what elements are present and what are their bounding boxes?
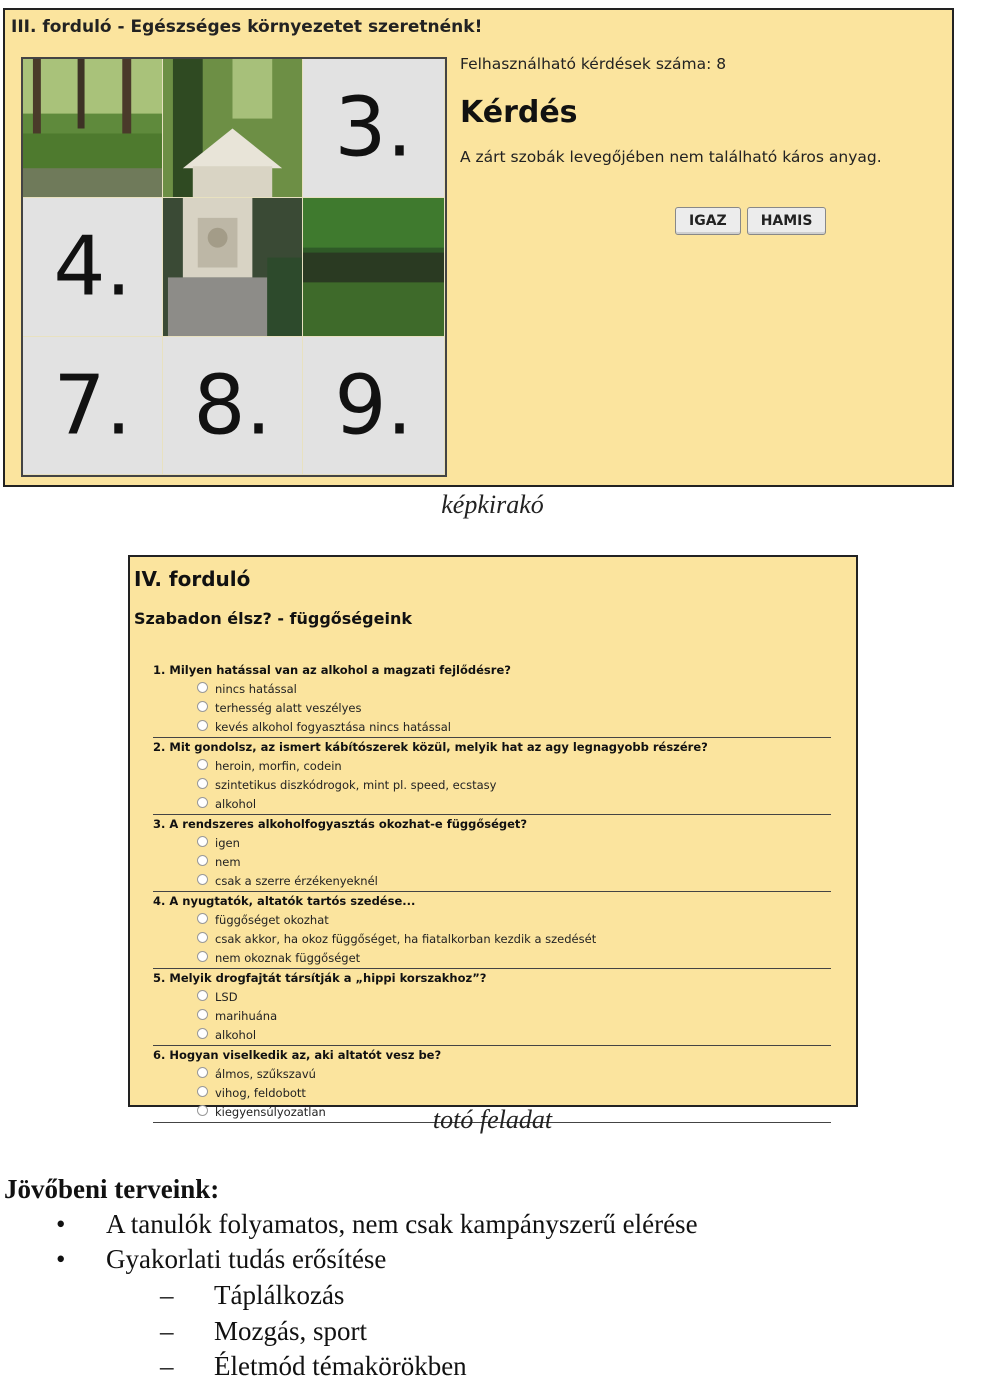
quiz-option[interactable] <box>153 1084 831 1103</box>
puzzle-tile-3[interactable] <box>303 59 445 198</box>
quiz-option-label: függőséget okozhat <box>215 913 329 927</box>
quiz-option[interactable] <box>153 718 831 737</box>
quiz-option[interactable] <box>153 988 831 1007</box>
quiz-option-label: nem okoznak függőséget <box>215 951 361 965</box>
quiz-option[interactable] <box>153 680 831 699</box>
plan-subitem <box>160 1351 467 1382</box>
quiz-question-title: 3. A rendszeres alkoholfogyasztás okozhat-e függőséget? <box>153 817 528 831</box>
round4-panel <box>128 555 858 1119</box>
quiz-option[interactable] <box>153 853 831 872</box>
quiz-option[interactable] <box>153 795 831 814</box>
puzzle-tile-7[interactable] <box>23 337 163 475</box>
quiz-option-label: vihog, feldobott <box>215 1086 306 1100</box>
radio-button[interactable] <box>197 990 208 1001</box>
quiz-question-title: 6. Hogyan viselkedik az, aki altatót vesz be? <box>153 1048 442 1062</box>
plan-subitem-text: Táplálkozás <box>214 1280 345 1310</box>
quiz-question <box>153 815 831 892</box>
quiz-option-label: kiegyensúlyozatlan <box>215 1105 326 1119</box>
plan-bullet <box>56 1209 698 1240</box>
plan-bullet-text: A tanulók folyamatos, nem csak kampányszerű elérése <box>106 1209 698 1239</box>
radio-button[interactable] <box>197 1067 208 1078</box>
radio-button[interactable] <box>197 836 208 847</box>
plan-subitem <box>160 1280 344 1311</box>
tile-number: 3. <box>334 80 413 176</box>
quiz-option-label: csak a szerre érzékenyeknél <box>215 874 378 888</box>
radio-button[interactable] <box>197 1009 208 1020</box>
quiz-option-label: nem <box>215 855 241 869</box>
plan-subitem-text: Életmód témakörökben <box>214 1351 467 1381</box>
quiz-question-title: 4. A nyugtatók, altatók tartós szedése... <box>153 894 416 908</box>
quiz-option[interactable] <box>153 757 831 776</box>
quiz-question-title: 1. Milyen hatással van az alkohol a magzati fejlődésre? <box>153 663 511 677</box>
dash-mark: – <box>160 1316 174 1346</box>
plan-bullet-text: Gyakorlati tudás erősítése <box>106 1244 387 1274</box>
question-heading: Kérdés <box>460 95 578 130</box>
quiz-list <box>153 661 831 1123</box>
radio-button[interactable] <box>197 797 208 808</box>
answer-buttons <box>675 207 832 235</box>
puzzle-tile-9[interactable] <box>303 337 445 475</box>
quiz-question <box>153 969 831 1046</box>
quiz-option[interactable] <box>153 1026 831 1045</box>
puzzle-tile-4[interactable] <box>23 198 163 337</box>
quiz-option-label: igen <box>215 836 240 850</box>
question-text: A zárt szobák levegőjében nem található káros anyag. <box>460 148 882 166</box>
quiz-option-label: álmos, szűkszavú <box>215 1067 316 1081</box>
quiz-option[interactable] <box>153 834 831 853</box>
puzzle-tile-8[interactable] <box>163 337 303 475</box>
quiz-option[interactable] <box>153 699 831 718</box>
quiz-option-label: csak akkor, ha okoz függőséget, ha fiatalkorban kezdik a szedését <box>215 932 597 946</box>
plan-subitem <box>160 1316 367 1347</box>
quiz-question-title: 5. Melyik drogfajtát társítják a „hippi korszakhoz”? <box>153 971 487 985</box>
radio-button[interactable] <box>197 1086 208 1097</box>
puzzle-tile-6[interactable] <box>303 198 445 337</box>
quiz-question-title: 2. Mit gondolsz, az ismert kábítószerek közül, melyik hat az agy legnagyobb részére? <box>153 740 708 754</box>
radio-button[interactable] <box>197 913 208 924</box>
puzzle-tile-1[interactable] <box>23 59 163 198</box>
question-count: Felhasználható kérdések száma: 8 <box>460 55 727 73</box>
quiz-option-label: szintetikus diszkódrogok, mint pl. speed, ecstasy <box>215 778 497 792</box>
quiz-question <box>153 661 831 738</box>
quiz-option-label: nincs hatással <box>215 682 297 696</box>
question-panel <box>460 55 940 229</box>
round3-panel <box>3 8 954 487</box>
bullet-mark: • <box>56 1209 66 1239</box>
quiz-option-label: terhesség alatt veszélyes <box>215 701 362 715</box>
round4-subtitle: Szabadon élsz? - függőségeink <box>134 609 412 628</box>
tile-number: 7. <box>53 358 132 453</box>
round3-title: III. forduló - Egészséges környezetet szeretnénk! <box>11 17 483 37</box>
quiz-option[interactable] <box>153 930 831 949</box>
quiz-option[interactable] <box>153 1065 831 1084</box>
radio-button[interactable] <box>197 682 208 693</box>
quiz-option[interactable] <box>153 911 831 930</box>
bullet-mark: • <box>56 1244 66 1274</box>
radio-button[interactable] <box>197 1028 208 1039</box>
puzzle-tile-5[interactable] <box>163 198 303 337</box>
dash-mark: – <box>160 1351 174 1381</box>
caption-puzzle: képkirakó <box>441 490 544 519</box>
quiz-option-label: kevés alkohol fogyasztása nincs hatással <box>215 720 451 734</box>
quiz-option[interactable] <box>153 1007 831 1026</box>
caption-quiz: totó feladat <box>432 1105 553 1134</box>
radio-button[interactable] <box>197 759 208 770</box>
true-button[interactable]: IGAZ <box>675 207 741 235</box>
tile-number: 9. <box>334 358 413 453</box>
tile-number: 4. <box>53 219 132 315</box>
radio-button[interactable] <box>197 720 208 731</box>
quiz-option-label: alkohol <box>215 797 257 811</box>
radio-button[interactable] <box>197 701 208 712</box>
radio-button[interactable] <box>197 855 208 866</box>
picture-puzzle <box>21 57 447 477</box>
plan-subitem-text: Mozgás, sport <box>214 1316 367 1346</box>
dash-mark: – <box>160 1280 174 1310</box>
puzzle-tile-2[interactable] <box>163 59 303 198</box>
quiz-question <box>153 738 831 815</box>
false-button[interactable]: HAMIS <box>747 207 827 235</box>
quiz-option-label: marihuána <box>215 1009 278 1023</box>
plans-heading: Jövőbeni terveink: <box>4 1174 220 1204</box>
quiz-option-label: LSD <box>215 990 238 1004</box>
quiz-option-label: alkohol <box>215 1028 257 1042</box>
round4-title: IV. forduló <box>134 567 251 591</box>
quiz-option[interactable] <box>153 949 831 968</box>
quiz-option[interactable] <box>153 872 831 891</box>
radio-button[interactable] <box>197 874 208 885</box>
tile-number: 8. <box>193 358 272 453</box>
quiz-question <box>153 892 831 969</box>
plan-bullet <box>56 1244 386 1275</box>
quiz-option[interactable] <box>153 776 831 795</box>
radio-button[interactable] <box>197 932 208 943</box>
radio-button[interactable] <box>197 951 208 962</box>
radio-button[interactable] <box>197 778 208 789</box>
quiz-option-label: heroin, morfin, codein <box>215 759 342 773</box>
